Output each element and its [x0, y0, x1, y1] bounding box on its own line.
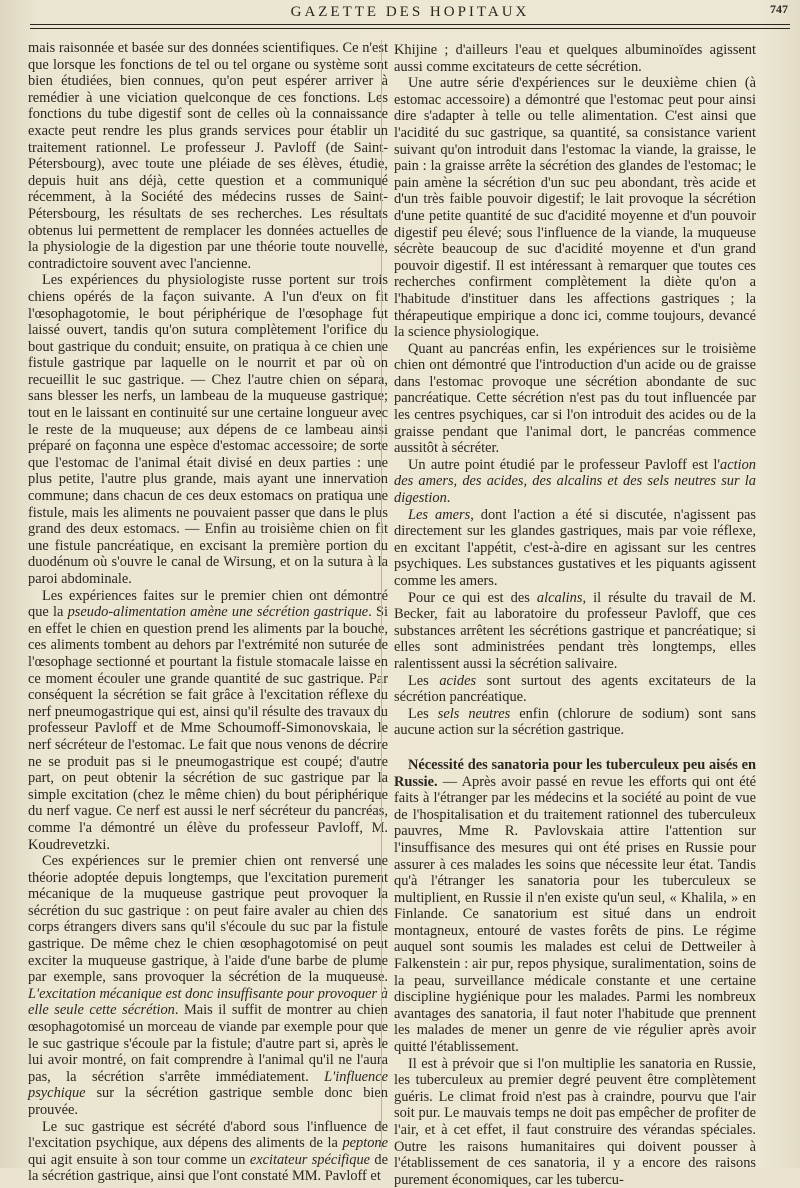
right-paragraph-4: [394, 457, 756, 507]
text-run: , il résulte du travail de M. Becker, fait au laboratoire du professeur Pavloff, que ces substances arrêtent les sécrétions gastrique et pancréatique; si elles sont administrées pendant très longtemps, elles ralentissent aussi la sécrétion salivaire.: [394, 589, 756, 672]
text-run: sur la sécrétion gastrique semble donc bien prouvée.: [28, 1085, 388, 1118]
italic-run: action des amers, des acides, des alcalins et des sels neutres sur la digestion: [394, 456, 756, 507]
header-rule-thin: [30, 28, 790, 29]
italic-run: sels neutres: [437, 705, 511, 722]
text-run: , dont l'action a été si discutée, n'agissent pas directement sur les glandes gastriques, mais par voie réflexe, en excitant l'appétit, c'est-à-dire en agissant sur les centres psychiques. Les substances gustatives et les piquants agissent comme les amers.: [394, 506, 757, 589]
text-run: enfin (chlorure de sodium) sont sans aucune action sur la sécrétion gastrique.: [394, 705, 756, 739]
italic-run: excitateur spécifique: [249, 1151, 371, 1168]
text-run: Un autre point étudié par le professeur Pavloff est l': [408, 456, 721, 473]
left-paragraph-4: [28, 853, 388, 1119]
journal-title: GAZETTE DES HOPITAUX: [290, 4, 530, 20]
italic-run: acides: [439, 672, 477, 689]
text-run: sont surtout des agents excitateurs de la sécrétion pancréatique.: [394, 672, 756, 706]
text-run: — Après avoir passé en revue les efforts qui ont été faits à l'étranger par les médecins et la société au point de vue de l'hospitalisation et du traitement rationnel des tuberculeux pauvres, Mme R. Pavlovskaia attire l'attention sur l'insuffisance des mesures qui ont été prises en Russie pour assurer à ces malades les soins que nécessite leur état. Tandis qu'à l'étranger les sanatoria pour les tuberculeux se multiplient, en Russie il n'en existe qu'un seul, « Khalila, » en Finlande. Ce sanatorium est situé dans un endroit montagneux, entouré de vastes forêts de pins. Le régime auquel sont soumis les malades est celui de Dettweiler à Falkenstein : air pur, repos physique, suralimentation, soins de la peau, surveillance médicale constante et une certaine discipline hygiénique pour les malades. Parmi les nombreux avantages des sanatoria, il faut noter l'habitude que prennent les malades de mener un genre de vie régulier après avoir quitté l'établissement.: [394, 773, 756, 1056]
italic-run: Les amers: [408, 506, 471, 523]
article-sanatoria: [394, 757, 756, 1056]
text-run: . Mais il suffit de montrer au chien œsophagotomisé un morceau de viande par exemple pour que le suc gastrique s'écoule par la fistule; d'autre part si, après le lui avoir montré, on fait comprendre à l'animal qu'il ne l'aura pas, la sécrétion s'arrête immédiatement.: [28, 1002, 388, 1085]
column-divider: [381, 40, 382, 1150]
text-run: Les expériences faites sur le premier chien ont démontré que la: [28, 587, 388, 621]
italic-run: alcalins: [536, 589, 583, 606]
text-run: de la sécrétion gastrique, ainsi que l'ont constaté MM. Pavloff et: [28, 1151, 388, 1185]
text-run: Les: [408, 705, 438, 722]
right-paragraph-2: Une autre série d'expériences sur le deuxième chien (à estomac accessoire) a démontré que l'estomac peut pour ainsi dire s'adapter à telle ou telle alimentation. C'est ainsi que l'acidité du suc gastrique, sa quantité, sa consistance varient suivant qu'on introduit dans l'estomac la viande, la graisse, le pain : la graisse arrête la sécrétion des glandes de l'estomac; le pain amène la sécrétion d'un suc peu abondant, très acide et d'un très faible pouvoir digestif; le lait provoque la sécrétion d'une petite quantité de suc d'acidité moyenne et d'un pouvoir digestif peu élevé; sous l'influence de la viande, la muqueuse sécrète beaucoup de suc d'acidité moyenne et d'un grand pouvoir digestif. Il est intéressant à remarquer que toutes ces recherches confirment complètement la diète qu'on a l'habitude d'instituer dans les affections gastriques ; la thérapeutique empirique a donc ici, comme toujours, devancé la science physiologique.: [394, 75, 756, 341]
header-rule-thick: [30, 24, 790, 25]
left-paragraph-2: Les expériences du physiologiste russe portent sur trois chiens opérés de la façon suivante. A l'un d'eux on fit l'œsophagotomie, le bout périphérique de l'œsophage fut laissé ouvert, tandis qu'on sutura complètement l'orifice du bout gastrique du conduit; ensuite, on pratiqua à ce chien une fistule gastrique par laquelle on le nourrit et par où on recueillit le suc gastrique. — Chez l'autre chien on sépara, sans blesser les nerfs, un lambeau de la muqueuse gastrique; tout en le laissant en continuité sur une certaine longueur avec le reste de la muqueuse; aux dépens de ce lambeau ainsi préparé on façonna une espèce d'estomac accessoire; de sorte que l'estomac de l'animal était divisé en deux parties : une plus petite, l'autre plus grande, mais ayant une innervation commune; dans chacun de ces deux estomacs on pratiqua une fistule, mais les aliments ne pouvaient passer que dans le plus grand des deux estomacs. — Enfin au troisième chien on fit une fistule pancréatique, en excisant la première portion du duodénum où s'ouvre le canal de Wirsung, et on la sutura à la paroi abdominale.: [28, 272, 388, 587]
article-heading: Nécessité des sanatoria pour les tuberculeux peu aisés en Russie.: [394, 756, 756, 790]
page-header: [30, 2, 790, 24]
left-paragraph-3: [28, 588, 388, 854]
text-run: . Si en effet le chien en question prend les aliments par la bouche, ces aliments tombent au dehors par l'extrémité non suturée de l'œsophage sectionné et pourtant la fistule stomacale laisse en ce moment écouler une grande quantité de suc gastrique. Par conséquent la sécrétion se fait grâce à l'excitation réflexe du nerf pneumogastrique qui est, ainsi qu'il résulte des travaux du professeur Pavloff et de Mme Schoumoff-Simonovskaia, le nerf sécréteur de l'estomac. Le fait que nous venons de décrire ne se produit pas si le pneumogastrique est coupé; d'autre part, on peut obtenir la sécrétion de suc gastrique par la simple excitation (chez le même chien) du bout périphérique du nerf vague. Ce nerf est aussi le nerf sécréteur du pancréas, comme l'a démontré un élève du professeur Pavloff, M. Koudrevetzki.: [28, 604, 389, 853]
left-column: [28, 40, 388, 1185]
right-column: [394, 42, 756, 1188]
text-run: Pour ce qui est des: [408, 589, 537, 606]
right-paragraph-6: [394, 590, 756, 673]
text-run: Ces expériences sur le premier chien ont renversé une théorie adoptée depuis longtemps, que l'excitation purement mécanique de la muqueuse gastrique peut provoquer la sécrétion du suc gastrique : on peut faire avaler au chien des corps étrangers divers sans qu'il s'écoule du suc par la fistule gastrique. De même chez le chien œsophagotomisé on peut exciter la muqueuse gastrique, à l'aide d'une barbe de plume par exemple, sans provoquer la sécrétion de la muqueuse.: [28, 853, 388, 986]
right-paragraph-5: [394, 507, 756, 590]
right-paragraph-7: [394, 673, 756, 706]
right-paragraph-8: [394, 706, 756, 739]
italic-run: peptone: [342, 1135, 388, 1152]
page-number: 747: [770, 2, 788, 16]
left-paragraph-5: [28, 1119, 388, 1185]
right-paragraph-1: Khijine ; d'ailleurs l'eau et quelques albuminoïdes agissent aussi comme excitateurs de cette sécrétion.: [394, 42, 756, 75]
right-paragraph-3: Quant au pancréas enfin, les expériences sur le troisième chien ont démontré que l'introduction d'un acide ou de graisse dans l'estomac provoque une sécrétion abondante de suc pancréatique. Cette sécrétion n'est pas du tout influencée par les centres psychiques, car si l'on introduit des acides ou de la graisse pendant que l'animal dort, le pancréas commence aussitôt à sécréter.: [394, 340, 756, 457]
left-paragraph-1: mais raisonnée et basée sur des données scientifiques. Ce n'est que lorsque les fonctions de tel ou tel organe ou système sont bien étudiées, bien connues, qu'on peut espérer arriver à remédier à une viciation quelconque de ces fonctions. Les fonctions du tube digestif sont de celles où la connaissance exacte peut rendre les plus grands services pour établir un traitement rationnel. Le professeur J. Pavloff (de Saint-Pétersbourg), avec toute une pléiade de ses élèves, étudie, depuis huit ans déjà, cette question et a communiqué récemment, à la Société des médecins russes de Saint-Pétersbourg, les résultats de ses recherches. Les résultats obtenus lui permettent de remplacer les données actuelles de la physiologie de la digestion par une théorie toute nouvelle, contradictoire souvent avec l'ancienne.: [28, 40, 388, 272]
italic-run: L'excitation mécanique est donc insuffisante pour provoquer à elle seule cette sécrétion: [28, 985, 388, 1019]
italic-run: L'influence psychique: [28, 1068, 388, 1102]
text-run: .: [446, 490, 451, 507]
italic-run: pseudo-alimentation amène une sécrétion gastrique: [67, 604, 369, 621]
text-run: Les: [408, 672, 440, 689]
right-paragraph-10: Il est à prévoir que si l'on multiplie les sanatoria en Russie, les tuberculeux au premier degré peuvent être complètement guéris. Le climat froid n'est pas à craindre, pourvu que l'air soit pur. Le mauvais temps ne doit pas empêcher de profiter de l'air, et à cet effet, il faut construire des vérandas spéciales. Outre les raisons humanitaires qui doivent pousser à l'établissement de ces sanatoria, il y a encore des raisons purement économiques, car les tubercu-: [394, 1055, 756, 1188]
text-run: Le suc gastrique est sécrété d'abord sous l'influence de l'excitation psychique, aux dépens des aliments de la: [28, 1118, 388, 1152]
text-run: qui agit ensuite à son tour comme un: [28, 1151, 250, 1168]
